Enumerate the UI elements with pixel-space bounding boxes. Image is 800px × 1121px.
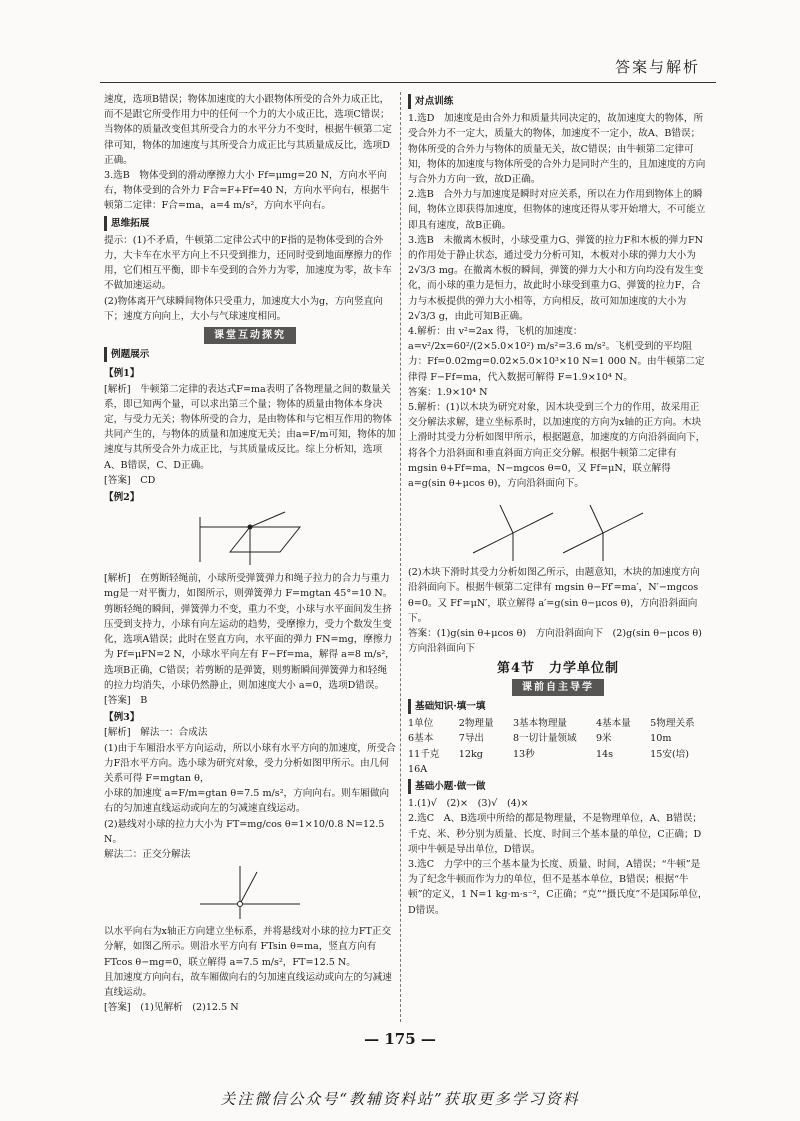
para: 小球的加速度 a=F/m=gtan θ=7.5 m/s²，方向向右。则车厢做向右的匀加速直线运动或向左的匀减速直线运动。: [104, 788, 390, 815]
normal-arrow-yi: [590, 505, 603, 533]
example2-figure: [190, 507, 310, 569]
example-tag: 【例3】: [104, 712, 140, 724]
para: 5.解析：(1)以木块为研究对象，因木块受到三个力的作用，故采用正交分解法求解，建立坐标系时，以加速度的方向为x轴的正方向。木块上滑时其受力分析如图甲所示，根据题意，加速度的方向沿斜面向下，将各个力沿斜面和垂直斜面方向正交分解。根据牛顿第二定律有 mgsin θ+Ff=ma，N−mgcos θ=0，又 Ff=μN，联立解得 a=g(sin θ+μcos θ)，方向沿斜面向下。: [408, 402, 706, 490]
fill-item: 15安(培): [650, 748, 690, 760]
para: (2)木块下滑时其受力分析如图乙所示，由题意知，木块的加速度方向沿斜面向下。根据牛顿第二定律有 mgsin θ−Ff′=ma′，N′−mgcos θ=0。又 Ff′=μN′，联立解得 a′=g(sin θ−μcos θ)，方向沿斜面向下。: [408, 567, 700, 624]
fill-item: 2物理量: [458, 718, 494, 730]
column-divider: [400, 92, 401, 1022]
para: (2)悬线对小球的拉力大小为 FT=mg/cos θ=1×10/0.8 N=12.5 N。: [104, 818, 385, 845]
section-title: 第4节 力学单位制: [496, 660, 620, 676]
answer: [答案] CD: [104, 474, 156, 486]
ball: [248, 525, 253, 530]
fill-item: 16A: [408, 763, 428, 775]
fill-item: 6基本: [408, 733, 434, 745]
para: 2.选B 合外力与加速度是瞬时对应关系，所以在力作用到物体上的瞬间，物体立即获得加速度，但物体的速度还得从零开始增大，不可能立即具有速度，故B正确。: [408, 189, 706, 231]
para: (1)由于车厢沿水平方向运动，所以小球有水平方向的加速度，所受合力F沿水平方向。选小球为研究对象，受力分析如图甲所示。由几何关系可得 F=mgtan θ，: [104, 742, 396, 784]
para: [解析] 在剪断轻绳前，小球所受弹簧弹力和绳子拉力的合力与重力mg是一对平衡力，如图所示，则弹簧弹力 F=mgtan 45°=10 N。剪断轻绳的瞬间，弹簧弹力不变，重力不变，小球与水平面间发生挤压受到支持力，小球有向左运动的趋势，受摩擦力，受力个数发生变化，选项A错误；此时在竖直方向，水平面的弹力 FN=mg，摩擦力为 Ff=μFN=2 N，小球水平向左有 F−Ff=ma，解得 a=8 m/s²，选项B正确，C错误；若剪断的是弹簧，则剪断瞬间弹簧弹力和轻绳的拉力均消失，小球仍然静止，则加速度大小 a=0，选项D错误。: [104, 573, 395, 691]
training-heading: 对点训练: [408, 94, 708, 109]
think-heading: 思维拓展: [104, 216, 396, 231]
basic-items: [408, 716, 708, 777]
left-column: [104, 92, 396, 1015]
page-number: — 175 —: [364, 1030, 436, 1048]
answer: 答案：1.9×10⁴ N: [408, 386, 488, 398]
para: 4.解析：由 v²=2ax 得，飞机的加速度：a=v²/2x=60²/(2×5.0×10²) m/s²=3.6 m/s²。飞机受到的平均阻力：Ff=0.02mg=0.02×5.0×10³×10 N=1 000 N。由牛顿第二定律得 F−Ff=ma，代入数据可解得 F=1.9×10⁴ N。: [408, 326, 705, 383]
example-tag: 【例2】: [104, 492, 140, 504]
fill-item: 7导出: [458, 733, 485, 745]
answer: [答案] (1)见解析 (2)12.5 N: [104, 1002, 239, 1014]
footer-note: 关注微信公众号“教辅资料站”获取更多学习资料: [220, 1090, 580, 1108]
header-rule: [100, 82, 716, 83]
para: 提示：(1)不矛盾，牛顿第二定律公式中的F指的是物体受到的合外力，大卡车在水平方向上不只受到推力，还同时受到地面摩擦力的作用，它们相互平衡，即卡车受到的合外力为零，加速度为零，故卡车不做加速运动。: [104, 234, 392, 292]
fill-item: 11千克: [408, 748, 440, 760]
fill-item: 4基本量: [595, 718, 631, 730]
banner-text: 课堂互动探究: [204, 327, 296, 344]
fill-item: 3基本物理量: [512, 718, 568, 730]
para: 且加速度方向向右，故车厢做向右的匀加速直线运动或向左的匀减速直线运动。: [104, 971, 392, 998]
basic-heading: 基础知识·填一填: [408, 699, 708, 714]
fill-item: 1单位: [408, 718, 434, 730]
para: 以水平向右为x轴正方向建立坐标系，并将悬线对小球的拉力FT正交分解，如图乙所示。则沿水平方向有 FTsin θ=ma，竖直方向有 FTcos θ−mg=0，联立解得 a=7.5 m/s²，FT=12.5 N。: [104, 926, 392, 968]
normal-arrow-jia: [500, 505, 513, 533]
para: 速度，选项B错误；物体加速度的大小跟物体所受的合外力成正比，而不是跟它所受作用力中的任何一个力的大小成正比，选项C错误；当物体的质量改变但其所受合力的水平分力不变时，根据牛顿第二定律可知，物体的加速度与其所受合力成正比与其质量成反比，选项D正确。: [104, 94, 392, 166]
para: [解析] 解法一：合成法: [104, 727, 208, 739]
fill-item: 9米: [595, 733, 612, 745]
para: 解法二：正交分解法: [104, 848, 191, 860]
banner: [104, 327, 396, 344]
example-heading: 例题展示: [104, 347, 396, 362]
para: 3.选B 未撤离木板时，小球受重力G、弹簧的拉力F和木板的弹力FN的作用处于静止状态，通过受力分析可知，木板对小球的弹力大小为 2√3/3 mg。在撤离木板的瞬间，弹簧的弹力大小和方向均没有发生变化，而小球的重力是恒力，故此时小球受到重力G、弹簧的拉力F，合力与木板提供的弹力大小相等，方向相反，故可知加速度的大小为 2√3/3 g，由此可知B正确。: [408, 234, 704, 322]
para: 3.选B 物体受到的滑动摩擦力大小 Ff=μmg=20 N，方向水平向右，物体受到的合外力 F合=F+Ff=40 N，方向水平向右，根据牛顿第二定律：F合=ma，a=4 m/s²，方向水平向右。: [104, 170, 390, 212]
incline-figures: [468, 493, 648, 563]
fill-item: 10m: [650, 733, 672, 745]
right-column: [408, 92, 712, 918]
para: 1.选D 加速度是由合外力和质量共同决定的，故加速度大的物体，所受合外力不一定大，质量大的物体，加速度不一定小，故A、B错误；物体所受的合外力与物体的质量无关，故C错误；由牛顿第二定律可知，物体的加速度与物体所受的合外力是同时产生的，且加速度的方向与合外力方向一致，故D正确。: [408, 113, 706, 186]
fill-item: 14s: [595, 748, 614, 760]
answer: 答案：(1)g(sin θ+μcos θ) 方向沿斜面向下 (2)g(sin θ−μcos θ) 方向沿斜面向下: [408, 628, 712, 655]
para: 2.选C A、B选项中所给的都是物理量，不是物理单位，A、B错误；千克、米、秒分别为质量、长度、时间三个基本量的单位，C正确；D项中牛顿是导出单位，D错误。: [408, 813, 702, 855]
banner: [408, 679, 708, 696]
fill-item: 8一切计量领域: [512, 733, 577, 745]
para: [解析] 牛顿第二定律的表达式F=ma表明了各物理量之间的数量关系，即已知两个量，可以求出第三个量；物体的质量由物体本身决定，与受力无关；物体所受的合力，是由物体和与它相互作用的物体共同产生的，与物体的质量和加速度无关；由a=F/m可知，物体的加速度与其所受合外力成正比，与其质量成反比。综上分析知，选项A、B错误，C、D正确。: [104, 383, 396, 471]
tension-vector: [240, 872, 257, 904]
fill-item: 12kg: [458, 748, 483, 760]
answer: [答案] B: [104, 694, 148, 706]
example-tag: 【例1】: [104, 368, 140, 380]
para: (2)物体离开气球瞬间物体只受重力，加速度大小为g，方向竖直向下；速度方向向上，大小与气球速度相同。: [104, 295, 383, 322]
example3-figure: [195, 864, 305, 922]
fill-item: 13秒: [512, 748, 535, 760]
practice-heading: 基础小题·做一做: [408, 779, 708, 794]
force-parallelogram: [230, 527, 300, 552]
banner-text: 课前自主导学: [512, 679, 604, 696]
ball: [238, 902, 243, 907]
page-header: 答案与解析: [614, 58, 700, 76]
fill-item: 5物理关系: [650, 718, 695, 730]
para: 1.(1)√ (2)× (3)√ (4)×: [408, 798, 529, 810]
para: 3.选C 力学中的三个基本量为长度、质量、时间，A错误；“牛顿”是为了纪念牛顿而作为力的单位，但不是基本单位，B错误；根据“牛顿”的定义，1 N=1 kg·m·s⁻²，C正确；“克”“摄氏度”不是国际单位，D错误。: [408, 858, 708, 916]
rope-line: [250, 512, 285, 527]
